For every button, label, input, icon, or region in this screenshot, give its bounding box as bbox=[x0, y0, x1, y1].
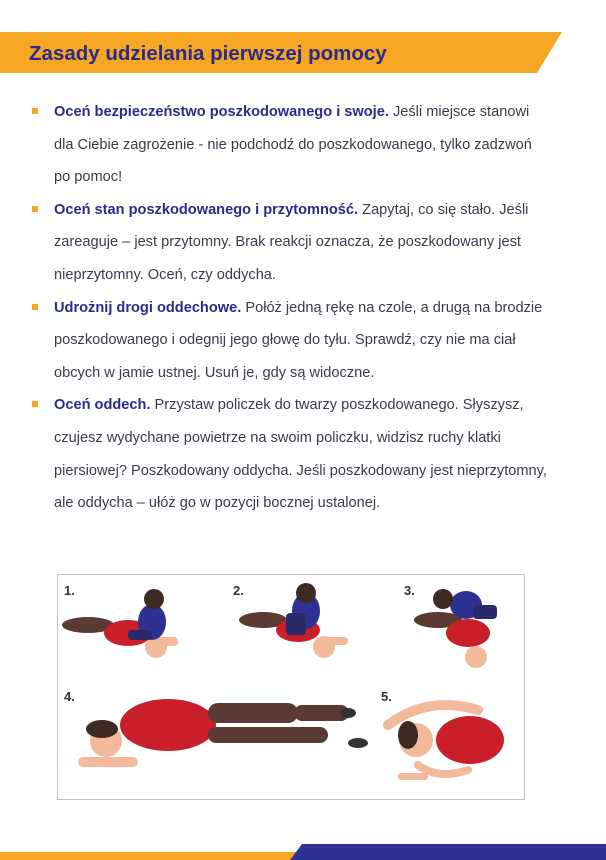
title-banner bbox=[0, 32, 562, 73]
panel-2-figures bbox=[239, 583, 348, 658]
step-number: 5. bbox=[381, 689, 392, 704]
item-heading: Oceń bezpieczeństwo poszkodowanego i swoje. bbox=[54, 104, 389, 120]
item-text: Zapytaj, co się stało. Jeśli zareaguje – jest przytomny. Brak reakcji oznacza, że poszkodowany jest nieprzytomny. Oceń, czy oddycha. bbox=[54, 201, 529, 283]
item-heading: Udrożnij drogi oddechowe. bbox=[54, 299, 242, 316]
list-item bbox=[32, 389, 552, 519]
item-text: Połóż jedną rękę na czole, a drugą na brodzie poszkodowanego i odegnij jego głowę do tyłu. Sprawdź, czy nie ma ciał obcych w jamie ustnej. Usuń je, gdy są widoczne. bbox=[54, 299, 543, 381]
step-number: 4. bbox=[64, 689, 75, 704]
recovery-position-illustration bbox=[57, 574, 525, 800]
footer-stripe bbox=[0, 842, 606, 860]
page-title: Zasady udzielania pierwszej pomocy bbox=[29, 42, 387, 65]
panel-5-figure bbox=[388, 705, 504, 780]
item-heading: Oceń oddech. bbox=[54, 397, 151, 414]
item-text: Jeśli miejsce stanowi dla Ciebie zagrożenie - nie podchodź do poszkodowanego, tylko zadzwoń po pomoc! bbox=[54, 104, 532, 186]
panel-4-figure bbox=[78, 699, 368, 767]
item-heading: Oceń stan poszkodowanego i przytomność. bbox=[54, 201, 359, 218]
bullet-icon bbox=[32, 206, 38, 212]
list-item bbox=[32, 96, 552, 194]
first-aid-steps-list bbox=[32, 96, 552, 520]
bullet-icon bbox=[32, 401, 38, 407]
bullet-icon bbox=[32, 108, 38, 114]
illustration-drawing bbox=[58, 575, 524, 799]
step-number: 3. bbox=[404, 583, 415, 598]
step-number: 2. bbox=[233, 583, 244, 598]
item-text: Przystaw policzek do twarzy poszkodowanego. Słyszysz, czujesz wydychane powietrze na swoim policzku, widzisz ruchy klatki piersiowej? Poszkodowany oddycha. Jeśli poszkodowany jest nieprzytomny, ale oddycha – ułóż go w pozycji bocznej ustalonej. bbox=[54, 397, 547, 512]
list-item bbox=[32, 194, 552, 292]
step-number: 1. bbox=[64, 583, 75, 598]
bullet-icon bbox=[32, 304, 38, 310]
panel-1-figures bbox=[62, 589, 178, 658]
list-item bbox=[32, 292, 552, 390]
panel-3-figures bbox=[414, 589, 497, 668]
